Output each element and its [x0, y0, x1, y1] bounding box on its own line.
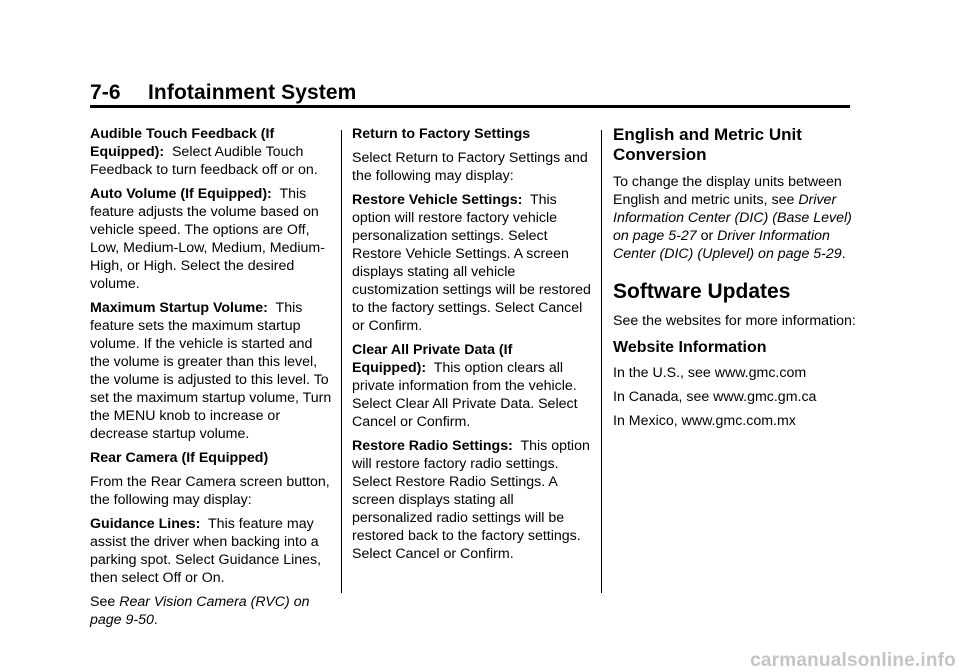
text-restore-vehicle-settings: This option will restore factory vehicle personalization settings. Select Restore Vehicle Settings. A screen displays stating all vehicle customization settings will be restored to the factory settings. Select Cancel or Confirm. [352, 192, 591, 334]
section-title: Infotainment System [148, 81, 357, 104]
website-mexico: In Mexico, www.gmc.com.mx [613, 413, 796, 429]
term-clear-private-data: Clear All Private Data (If Equipped): [352, 342, 513, 376]
paragraph-audible-touch-feedback [90, 125, 335, 179]
paragraph-clear-private-data [352, 341, 592, 431]
ref-dic-uplevel: Driver Information Center (DIC) (Uplevel) on page 5-29 [613, 228, 842, 262]
heading-software-updates: Software Updates [613, 280, 791, 303]
text-restore-radio-settings: This option will restore factory radio settings. Select Restore Radio Settings. A screen displays stating all personalized radio settings will be restored back to the factory settings. Select Cancel or Confirm. [352, 438, 590, 562]
left-column [90, 125, 335, 635]
website-canada: In Canada, see www.gmc.gm.ca [613, 389, 817, 405]
paragraph-restore-vehicle-settings [352, 191, 592, 335]
heading-rear-camera: Rear Camera (If Equipped) [90, 450, 269, 466]
term-audible-touch-feedback: Audible Touch Feedback (If Equipped): [90, 126, 275, 160]
header-rule [90, 105, 850, 108]
text-unit-conversion: To change the display units between English and metric units, see [613, 174, 842, 208]
header-title [90, 80, 850, 106]
column-divider-left [341, 130, 342, 593]
ref-end-right: . [841, 246, 846, 262]
text-guidance-lines: This feature may assist the driver when backing into a parking spot. Select Guidance Lines, then select Off or On. [90, 516, 322, 586]
page-number: 7-6 [90, 81, 121, 104]
see-label: See [90, 594, 116, 610]
middle-column [352, 125, 592, 569]
ref-dic-base-level: Driver Information Center (DIC) (Base Level) on page 5-27 [613, 192, 852, 244]
paragraph-unit-conversion [613, 173, 858, 263]
text-or: or [700, 228, 714, 244]
paragraph-maximum-startup-volume [90, 299, 335, 443]
term-restore-vehicle-settings: Restore Vehicle Settings: [352, 192, 523, 208]
footer-watermark: carmanualsonline.info [750, 650, 956, 671]
paragraph-see-rvc [90, 593, 335, 629]
paragraph-restore-radio-settings [352, 437, 592, 563]
paragraph-websites-intro: See the websites for more information: [613, 313, 856, 329]
heading-return-to-factory: Return to Factory Settings [352, 126, 531, 142]
term-guidance-lines: Guidance Lines: [90, 516, 201, 532]
paragraph-guidance-lines [90, 515, 335, 587]
text-audible-touch-feedback: Select Audible Touch Feedback to turn feedback off or on. [90, 144, 318, 178]
heading-english-metric: English and Metric Unit Conversion [613, 125, 802, 164]
ref-rear-vision-camera: Rear Vision Camera (RVC) on page 9-50 [90, 594, 310, 628]
ref-end: . [153, 612, 158, 628]
text-maximum-startup-volume: This feature sets the maximum startup volume. If the vehicle is started and the volume is greater than this level, the volume is adjusted to this level. To set the maximum startup volume, Turn the MENU knob to increase or decrease startup volume. [90, 300, 332, 442]
text-clear-private-data: This option clears all private information from the vehicle. Select Clear All Private Data. Select Cancel or Confirm. [352, 360, 578, 430]
website-us: In the U.S., see www.gmc.com [613, 365, 807, 381]
paragraph-return-to-factory-intro: Select Return to Factory Settings and the following may display: [352, 150, 588, 184]
paragraph-rear-camera-intro: From the Rear Camera screen button, the following may display: [90, 474, 330, 508]
term-auto-volume: Auto Volume (If Equipped): [90, 186, 272, 202]
paragraph-auto-volume [90, 185, 335, 293]
page-header [90, 80, 850, 106]
heading-website-information: Website Information [613, 339, 767, 356]
column-divider-right [601, 130, 602, 593]
term-restore-radio-settings: Restore Radio Settings: [352, 438, 513, 454]
right-column [613, 125, 858, 436]
text-auto-volume: This feature adjusts the volume based on vehicle speed. The options are Off, Low, Medium-Low, Medium, Medium-High, or High. Select the desired volume. [90, 186, 325, 292]
term-maximum-startup-volume: Maximum Startup Volume: [90, 300, 268, 316]
